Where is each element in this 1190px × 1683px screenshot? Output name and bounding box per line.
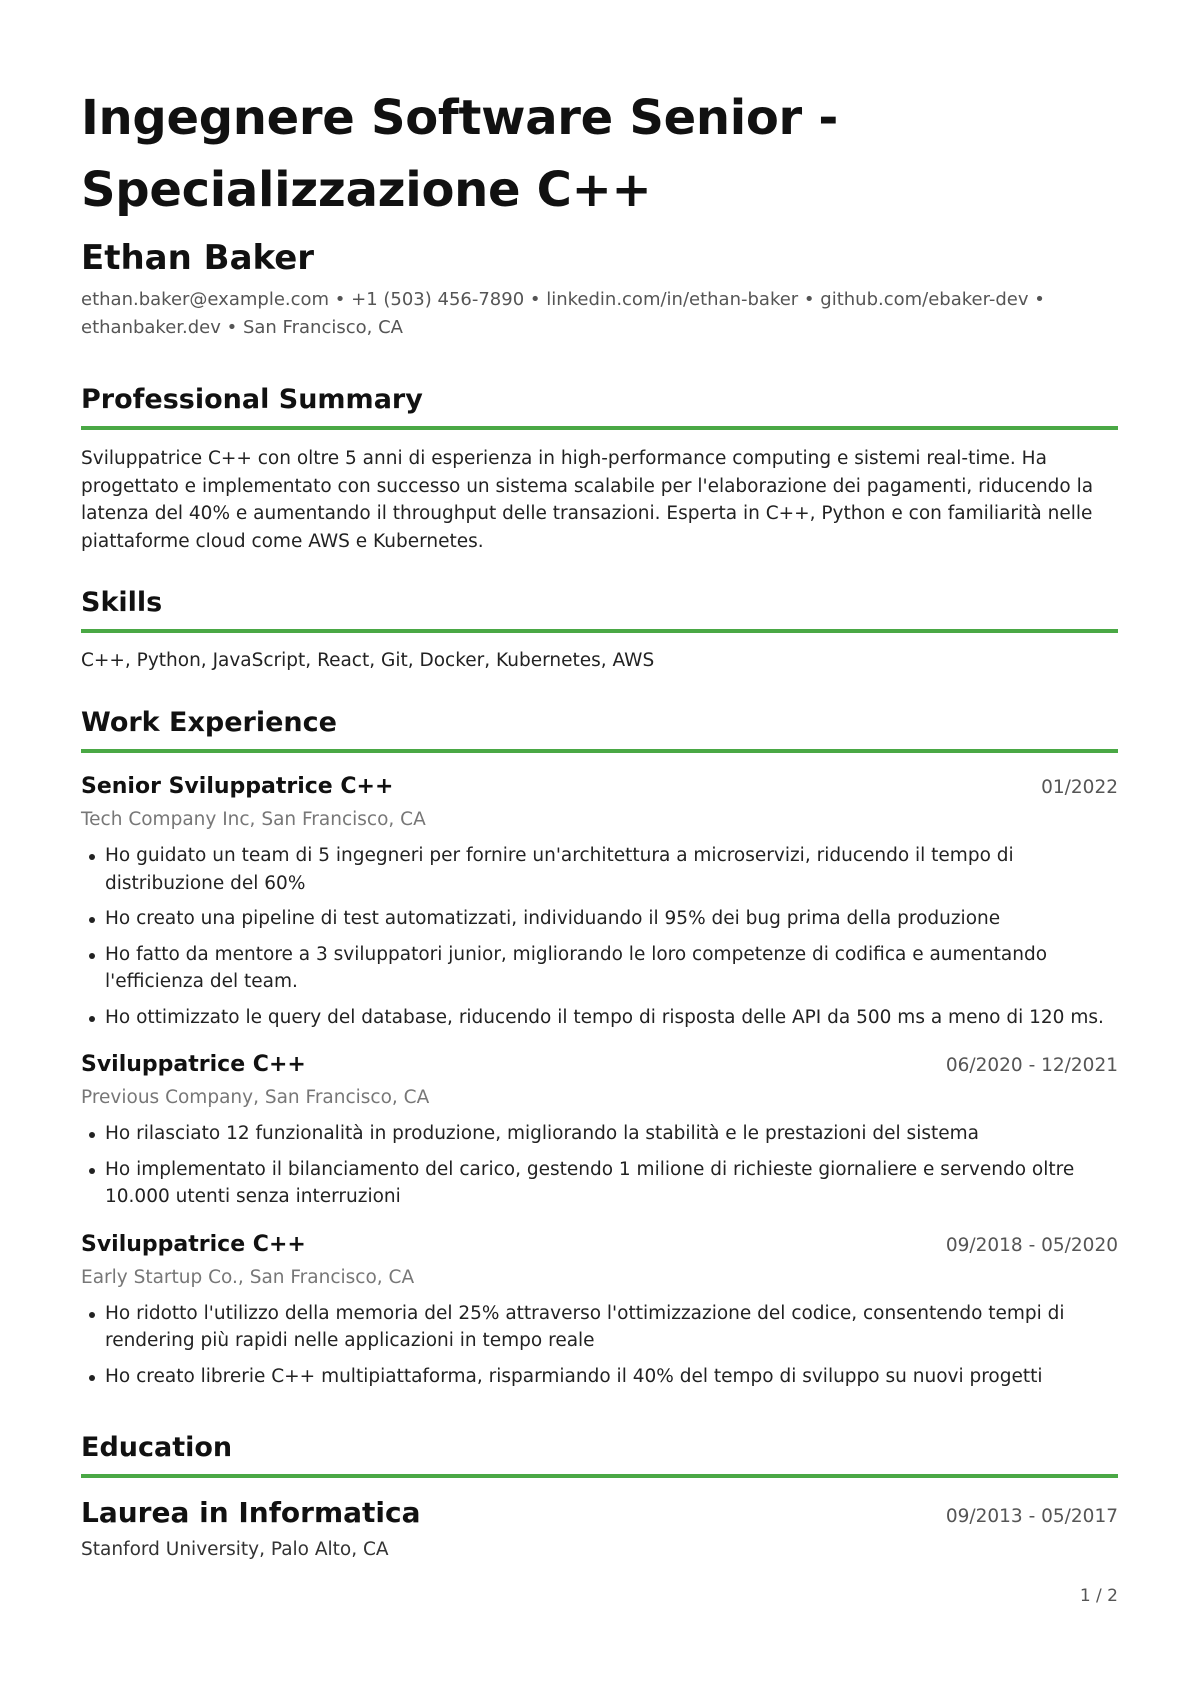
job-bullets: [81, 842, 1118, 1031]
job-bullets: [81, 1300, 1118, 1391]
bullet-text: Ho implementato il bilanciamento del carico, gestendo 1 milione di richieste giornaliere e servendo oltre 10.000 utenti senza interruzioni: [105, 1158, 1075, 1207]
work-experience-section: [81, 705, 1118, 1390]
person-name: Ethan Baker: [81, 238, 315, 278]
job-date: 09/2018 - 05/2020: [945, 1234, 1118, 1256]
contact-line1: ethan.baker@example.com • +1 (503) 456-7890 • linkedin.com/in/ethan-baker • github.com/ebaker-dev •: [81, 289, 1045, 310]
skills-list: C++, Python, JavaScript, React, Git, Docker, Kubernetes, AWS: [81, 650, 655, 671]
bullet-text: Ho creato una pipeline di test automatizzati, individuando il 95% dei bug prima della produzione: [105, 908, 1001, 929]
bullet-item: [81, 905, 1118, 933]
job-company: Early Startup Co., San Francisco, CA: [81, 1266, 415, 1288]
contact-info: [81, 286, 1081, 342]
document-title: [81, 82, 1118, 226]
job-title: Sviluppatrice C++: [81, 1231, 306, 1257]
bullet-dot-icon: [89, 1312, 95, 1318]
job-company: Tech Company Inc, San Francisco, CA: [81, 809, 426, 830]
education-heading: Education: [81, 1430, 1118, 1478]
bullet-dot-icon: [89, 917, 95, 923]
education-header: [81, 1494, 1118, 1532]
work-experience-heading: Work Experience: [81, 705, 1118, 753]
bullet-item: [81, 1120, 1118, 1148]
page-number: 1 / 2: [1079, 1586, 1118, 1606]
job-header: [81, 1049, 1118, 1082]
bullet-text: Ho guidato un team di 5 ingegneri per fornire un'architettura a microservizi, riducendo il tempo di distribuzione del 60%: [105, 845, 1014, 894]
job-date: 01/2022: [1041, 777, 1118, 798]
job-entry: [81, 1049, 1118, 1211]
bullet-dot-icon: [89, 953, 95, 959]
job-company: Previous Company, San Francisco, CA: [81, 1087, 430, 1108]
job-header: [81, 1229, 1118, 1262]
bullet-dot-icon: [89, 1016, 95, 1022]
job-header: [81, 771, 1118, 804]
summary-section: [81, 382, 1118, 555]
bullet-dot-icon: [89, 1375, 95, 1381]
education-section: [81, 1430, 1118, 1564]
education-school: Stanford University, Palo Alto, CA: [81, 1539, 389, 1560]
bullet-text: Ho rilasciato 12 funzionalità in produzione, migliorando la stabilità e le prestazioni del sistema: [105, 1123, 979, 1144]
bullet-dot-icon: [89, 854, 95, 860]
skills-heading: Skills: [81, 585, 1118, 633]
job-date: 06/2020 - 12/2021: [945, 1055, 1118, 1076]
bullet-item: [81, 1300, 1118, 1355]
resume-page: [81, 82, 1118, 1564]
education-degree: Laurea in Informatica: [81, 1496, 421, 1529]
job-entry: [81, 1229, 1118, 1391]
bullet-text: Ho ridotto l'utilizzo della memoria del 25% attraverso l'ottimizzazione del codice, consentendo tempi di rendering più rapidi nelle applicazioni in tempo reale: [105, 1302, 1065, 1351]
education-date: 09/2013 - 05/2017: [945, 1506, 1118, 1527]
job-title: Sviluppatrice C++: [81, 1052, 306, 1077]
summary-text: Sviluppatrice C++ con oltre 5 anni di esperienza in high-performance computing e sistemi real-time. Ha progettato e implementato con successo un sistema scalabile per l'elaborazione dei pagamenti, riducendo la latenza del 40% e aumentando il throughput delle transazioni. Esperta in C++, Python e con familiarità nelle piattaforme cloud come AWS e Kubernetes.: [81, 448, 1094, 552]
bullet-text: Ho fatto da mentore a 3 sviluppatori junior, migliorando le loro competenze di codifica e aumentando l'efficienza del team.: [105, 943, 1048, 992]
bullet-item: [81, 1156, 1118, 1211]
document-title-line2: Specializzazione C++: [81, 162, 652, 218]
document-title-line1: Ingegnere Software Senior -: [81, 90, 838, 146]
job-entry: [81, 771, 1118, 1031]
bullet-item: [81, 1004, 1118, 1032]
bullet-item: [81, 842, 1118, 897]
summary-heading: Professional Summary: [81, 382, 1118, 430]
skills-section: [81, 585, 1118, 675]
bullet-dot-icon: [89, 1132, 95, 1138]
contact-line2: ethanbaker.dev • San Francisco, CA: [81, 317, 403, 338]
bullet-dot-icon: [89, 1168, 95, 1174]
bullet-item: [81, 1363, 1118, 1391]
job-title: Senior Sviluppatrice C++: [81, 774, 394, 799]
job-bullets: [81, 1120, 1118, 1211]
bullet-text: Ho ottimizzato le query del database, riducendo il tempo di risposta delle API da 500 ms a meno di 120 ms.: [105, 1006, 1104, 1028]
bullet-text: Ho creato librerie C++ multipiattaforma, risparmiando il 40% del tempo di sviluppo su nuovi progetti: [105, 1365, 1043, 1387]
bullet-item: [81, 941, 1118, 996]
